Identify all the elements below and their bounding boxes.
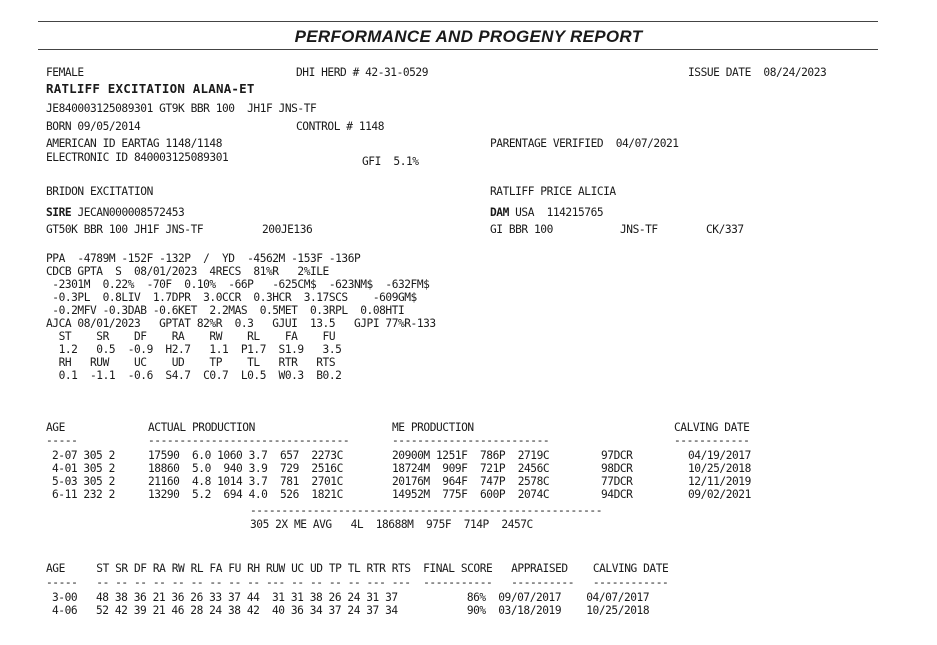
genetics-line: ST SR DF RA RW RL FA FU — [46, 330, 336, 343]
dam-id-line — [490, 206, 603, 219]
row-me: 20900M 1251F 786P 2719C — [392, 449, 550, 462]
sire-id-line — [46, 206, 184, 219]
dash: -------------------------------- — [148, 434, 350, 447]
me-average: 305 2X ME AVG 4L 18688M 975F 714P 2457C — [250, 518, 533, 531]
row-me: 20176M 964F 747P 2578C — [392, 475, 550, 488]
classification-header: AGE ST SR DF RA RW RL FA FU RH RUW UC UD TP TL RTR RTS FINAL SCORE APPRAISED CALVING DATE — [46, 562, 669, 575]
issue-date: ISSUE DATE 08/24/2023 — [688, 66, 827, 79]
dam-name: RATLIFF PRICE ALICIA — [490, 185, 616, 198]
electronic-id: ELECTRONIC ID 840003125089301 — [46, 151, 229, 164]
dash: ------------ — [674, 434, 750, 447]
row-age: 6-11 232 2 — [52, 488, 115, 501]
dhi-herd: DHI HERD # 42-31-0529 — [296, 66, 428, 79]
genetics-line: -0.3PL 0.8LIV 1.7DPR 3.0CCR 0.3HCR 3.17SCS -609GM$ — [46, 291, 417, 304]
row-actual: 17590 6.0 1060 3.7 657 2273C — [148, 449, 343, 462]
genetics-line: CDCB GPTA S 08/01/2023 4RECS 81%R 2%ILE — [46, 265, 329, 278]
header-actual-production: ACTUAL PRODUCTION — [148, 421, 255, 434]
row-me: 18724M 909F 721P 2456C — [392, 462, 550, 475]
dam-info: GI BBR 100 — [490, 223, 553, 236]
dam-id: USA 114215765 — [508, 206, 604, 219]
row-me: 14952M 775F 600P 2074C — [392, 488, 550, 501]
genetics-line: 0.1 -1.1 -0.6 S4.7 C0.7 L0.5 W0.3 B0.2 — [46, 369, 342, 382]
dam-ck: CK/337 — [706, 223, 744, 236]
header-calving-date: CALVING DATE — [674, 421, 750, 434]
dash: ----- — [46, 434, 78, 447]
sire-id: JECAN000008572453 — [71, 206, 185, 219]
american-id: AMERICAN ID EARTAG 1148/1148 — [46, 137, 222, 150]
genetics-line: RH RUW UC UD TP TL RTR RTS — [46, 356, 336, 369]
report-title: PERFORMANCE AND PROGENY REPORT — [294, 27, 643, 46]
table-row: 3-00 48 38 36 21 36 26 33 37 44 31 31 38 26 24 31 37 86% 09/07/2017 04/07/2017 — [52, 591, 650, 604]
row-dcr: 97DCR — [601, 449, 633, 462]
genetics-line: -2301M 0.22% -70F 0.10% -66P -625CM$ -623NM$ -632FM$ — [46, 278, 430, 291]
classification-dashes: ----- -- -- -- -- -- -- -- -- -- --- -- -- -- -- --- --- ----------- ---------- ------------ — [46, 576, 669, 589]
genetics-line: -0.2MFV -0.3DAB -0.6KET 2.2MAS 0.5MET 0.3RPL 0.08HTI — [46, 304, 405, 317]
header-age: AGE — [46, 421, 65, 434]
sire-info: GT50K BBR 100 JH1F JNS-TF — [46, 223, 204, 236]
sire-name: BRIDON EXCITATION — [46, 185, 153, 198]
top-rule — [38, 21, 878, 22]
parentage-verified: PARENTAGE VERIFIED 04/07/2021 — [490, 137, 679, 150]
row-calving-date: 04/19/2017 — [688, 449, 751, 462]
row-age: 2-07 305 2 — [52, 449, 115, 462]
id-line: JE840003125089301 GT9K BBR 100 JH1F JNS-TF — [46, 102, 317, 115]
sex: FEMALE — [46, 66, 84, 79]
genetics-line: PPA -4789M -152F -132P / YD -4562M -153F -136P — [46, 252, 361, 265]
row-dcr: 77DCR — [601, 475, 633, 488]
row-dcr: 98DCR — [601, 462, 633, 475]
sire-label: SIRE — [46, 206, 72, 219]
row-calving-date: 09/02/2021 — [688, 488, 751, 501]
genetics-line: 1.2 0.5 -0.9 H2.7 1.1 P1.7 S1.9 3.5 — [46, 343, 342, 356]
born-date: BORN 09/05/2014 — [46, 120, 141, 133]
dam-status: JNS-TF — [620, 223, 658, 236]
animal-name: RATLIFF EXCITATION ALANA-ET — [46, 81, 255, 96]
row-actual: 21160 4.8 1014 3.7 781 2701C — [148, 475, 343, 488]
dash: ------------------------- — [392, 434, 550, 447]
table-row: 4-06 52 42 39 21 46 28 24 38 42 40 36 34 37 24 37 34 90% 03/18/2019 10/25/2018 — [52, 604, 650, 617]
row-age: 5-03 305 2 — [52, 475, 115, 488]
row-actual: 13290 5.2 694 4.0 526 1821C — [148, 488, 343, 501]
row-calving-date: 12/11/2019 — [688, 475, 751, 488]
row-dcr: 94DCR — [601, 488, 633, 501]
avg-dash: -------------------------------------------------------- — [250, 504, 602, 517]
row-age: 4-01 305 2 — [52, 462, 115, 475]
genetics-line: AJCA 08/01/2023 GPTAT 82%R 0.3 GJUI 13.5 GJPI 77%R-133 — [46, 317, 436, 330]
sire-code: 200JE136 — [262, 223, 313, 236]
dam-label: DAM — [490, 206, 509, 219]
row-actual: 18860 5.0 940 3.9 729 2516C — [148, 462, 343, 475]
title-rule — [38, 49, 878, 50]
gfi: GFI 5.1% — [362, 155, 419, 168]
header-me-production: ME PRODUCTION — [392, 421, 474, 434]
row-calving-date: 10/25/2018 — [688, 462, 751, 475]
control-number: CONTROL # 1148 — [296, 120, 384, 133]
